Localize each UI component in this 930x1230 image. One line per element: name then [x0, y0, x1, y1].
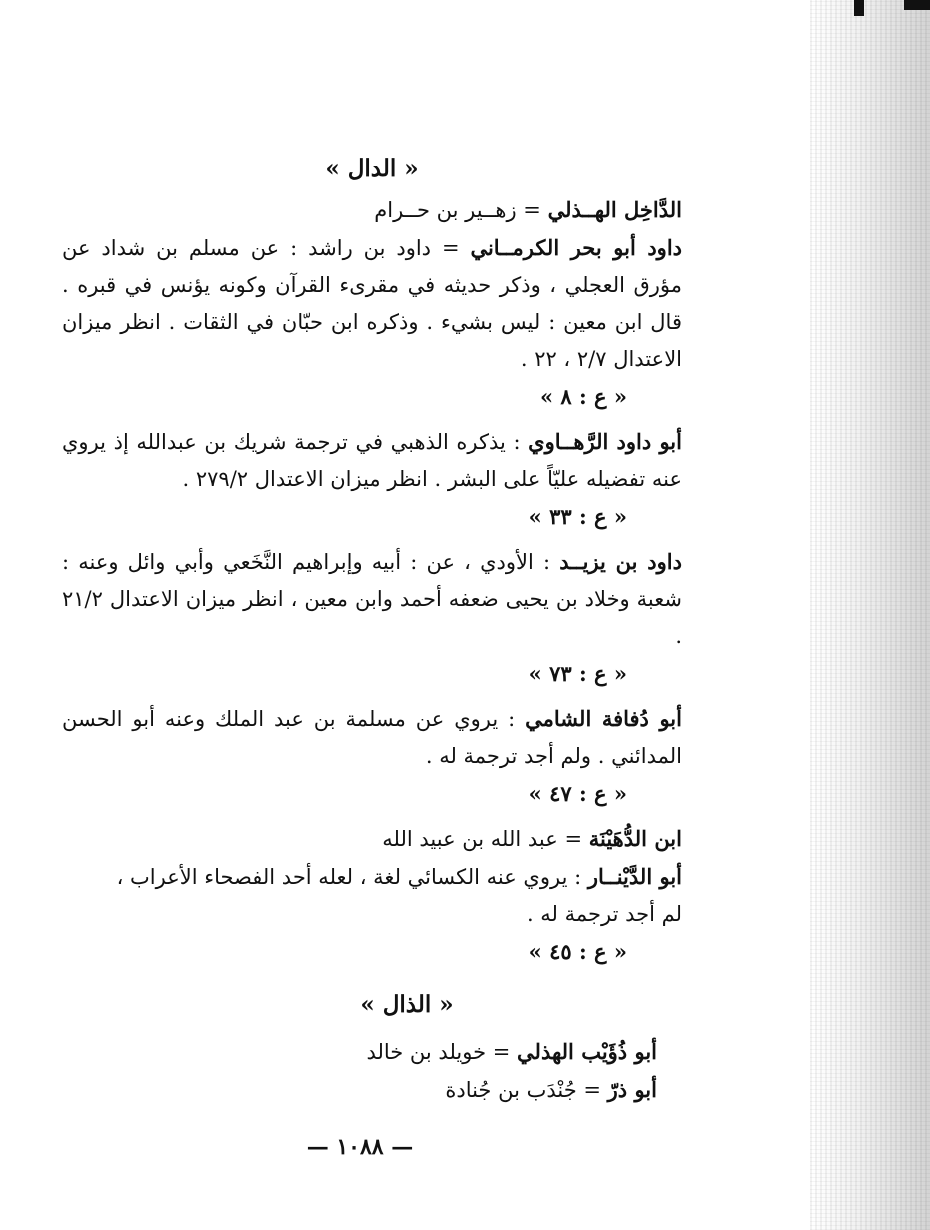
- entry-dakhil: [62, 191, 682, 229]
- section-heading-dhal: « الذال »: [360, 991, 454, 1018]
- entry-body: = عبد الله بن عبيد الله: [382, 827, 589, 851]
- entry-abu-dharr: [62, 1071, 682, 1109]
- entry-head: داود بن يزيــد: [559, 549, 682, 574]
- reference-code: « ع : ٧٣ »: [528, 661, 627, 686]
- entry-abu-dhuayb: [62, 1033, 682, 1071]
- entry-body: = زهــير بن حــرام: [374, 198, 548, 222]
- entry-dawud-ibn-yazid: [62, 543, 682, 655]
- entry-head: الدَّاخِل الهــذلي: [547, 197, 682, 222]
- entry-dawud-abu-bahr: [62, 229, 682, 378]
- entry-abu-dufafa: [62, 700, 682, 775]
- entry-head: أبو دُفافة الشامي: [525, 706, 682, 731]
- entry-head: أبو ذُؤَيْب الهذلي: [517, 1039, 657, 1064]
- page-number: — ١٠٨٨ —: [306, 1134, 414, 1160]
- section-heading-dal: « الدال »: [325, 155, 419, 182]
- entry-body: = جُنْدَب بن جُنادة: [445, 1078, 608, 1102]
- entry-abu-dinar-continued: لم أجد ترجمة له .: [526, 902, 682, 926]
- reference-code: « ع : ٣٣ »: [528, 504, 627, 529]
- page-body: [62, 150, 682, 1109]
- entry-body: = داود بن راشد : عن مسلم بن شداد عن مؤرق العجلي ، وذكر حديثه في مقرىء القرآن وكونه يؤنس في قبره . قال ابن معين : ليس بشيء . وذكره ابن حبّان في الثقات . انظر ميزان الاعتدال ٢/٧ ، ٢٢ .: [62, 236, 682, 371]
- scan-edge-mark: [904, 0, 930, 10]
- entry-head: داود أبو بحر الكرمــاني: [470, 235, 682, 260]
- entry-body: : يذكره الذهبي في ترجمة شريك بن عبدالله إذ يروي عنه تفضيله عليّاً على البشر . انظر ميزان الاعتدال ٢٧٩/٢ .: [62, 430, 682, 491]
- reference-code: « ع : ٤٥ »: [528, 939, 627, 964]
- entry-body: : يروي عن مسلمة بن عبد الملك وعنه أبو الحسن المدائني . ولم أجد ترجمة له .: [62, 707, 682, 768]
- entry-head: أبو داود الرَّهــاوي: [528, 429, 682, 454]
- entry-head: أبو الدَّيْنــار: [587, 864, 682, 889]
- entry-body: = خويلد بن خالد: [366, 1040, 518, 1064]
- scan-edge-shadow: [810, 0, 930, 1230]
- entry-abu-dinar: [62, 858, 682, 896]
- entry-head: ابن الدُّهَيْنَة: [588, 826, 682, 851]
- scan-edge-mark: [854, 0, 864, 16]
- entry-body: : يروي عنه الكسائي لغة ، لعله أحد الفصحاء الأعراب ،: [116, 865, 588, 889]
- reference-code: « ع : ٤٧ »: [528, 781, 627, 806]
- entry-body: : الأودي ، عن : أبيه وإبراهيم النَّخَعي وأبي وائل وعنه : شعبة وخلاد بن يحيى ضعفه أحمد وابن معين ، انظر ميزان الاعتدال ٢١/٢ .: [62, 550, 682, 648]
- entry-abu-dawud-rahawi: [62, 423, 682, 498]
- entry-head: أبو ذرّ: [607, 1077, 657, 1102]
- reference-code: « ع : ٨ »: [539, 384, 627, 409]
- entry-ibn-duhayna: [62, 820, 682, 858]
